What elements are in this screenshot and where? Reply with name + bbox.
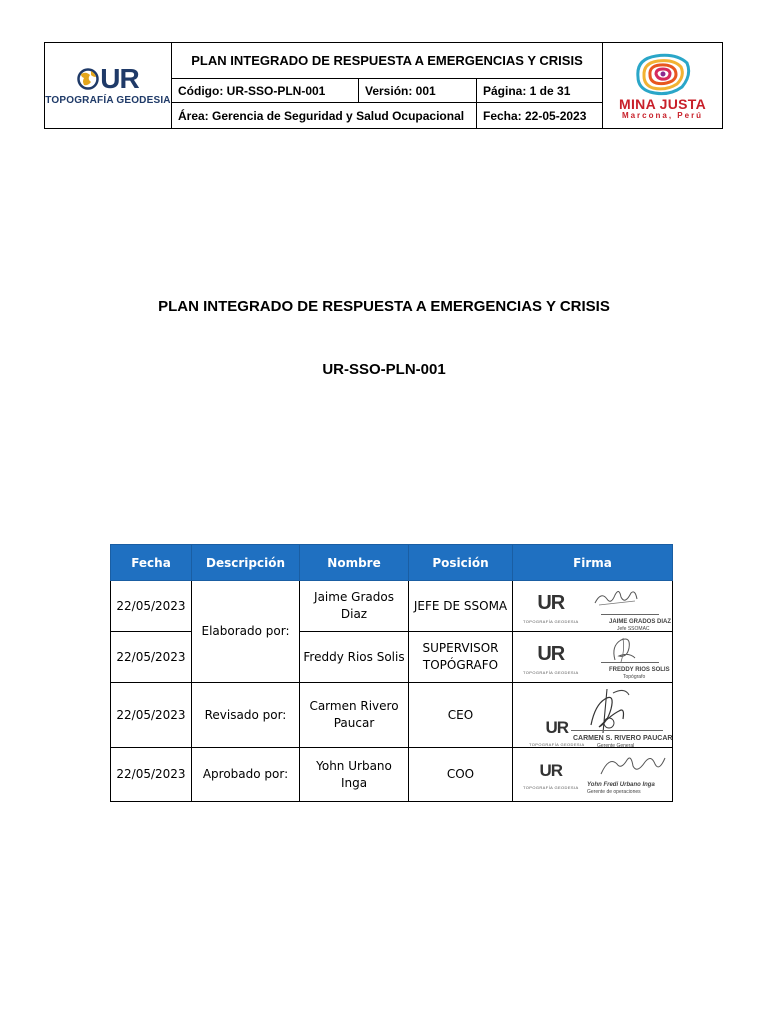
mini-ur-logo xyxy=(523,762,579,796)
ur-logo-subtitle: TOPOGRAFÍA GEODESIA xyxy=(45,95,171,106)
name-cell: Carmen Rivero Paucar xyxy=(300,683,409,748)
mina-justa-logo xyxy=(603,51,722,120)
globe-icon xyxy=(77,67,99,91)
header-date: Fecha: 22-05-2023 xyxy=(477,103,603,129)
signature-cell xyxy=(513,581,673,632)
description-cell: Elaborado por: xyxy=(192,581,300,683)
header-version: Versión: 001 xyxy=(359,79,477,103)
mini-ur-subtitle: TOPOGRAFÍA GEODESIA xyxy=(529,742,585,747)
signature-role: Gerente de operaciones xyxy=(587,789,641,795)
header-code: Código: UR-SSO-PLN-001 xyxy=(172,79,359,103)
signature-scribble-icon xyxy=(609,636,639,664)
mini-ur-mark: UR xyxy=(545,718,569,737)
signature-cell xyxy=(513,683,673,748)
column-header-nombre: Nombre xyxy=(300,545,409,581)
mini-ur-mark: UR xyxy=(537,643,565,665)
column-header-posicion: Posición xyxy=(409,545,513,581)
date-cell: 22/05/2023 xyxy=(111,683,192,748)
mini-ur-logo xyxy=(523,644,579,681)
date-cell: 22/05/2023 xyxy=(111,632,192,683)
position-cell: SUPERVISOR TOPÓGRAFO xyxy=(409,632,513,683)
signature-role: Topógrafo xyxy=(623,674,646,680)
mini-ur-subtitle: TOPOGRAFÍA GEODESIA xyxy=(523,785,579,790)
mina-justa-emblem-icon xyxy=(632,51,694,97)
name-cell: Jaime Grados Diaz xyxy=(300,581,409,632)
column-header-descripcion: Descripción xyxy=(192,545,300,581)
ur-logo-cell xyxy=(45,43,172,129)
signature-cell xyxy=(513,632,673,683)
signature-scribble-icon xyxy=(591,585,641,611)
table-row xyxy=(111,748,673,802)
mini-ur-subtitle: TOPOGRAFÍA GEODESIA xyxy=(523,670,579,675)
document-header xyxy=(44,42,723,129)
ur-logo-mark: UR xyxy=(100,63,139,94)
document-title: PLAN INTEGRADO DE RESPUESTA A EMERGENCIAS Y CRISIS xyxy=(158,298,610,315)
date-cell: 22/05/2023 xyxy=(111,581,192,632)
signature-role: Gerente General xyxy=(597,743,635,749)
position-cell: JEFE DE SSOMA xyxy=(409,581,513,632)
mini-ur-mark: UR xyxy=(537,592,565,614)
signature-role: Jefe SSOMAC xyxy=(617,626,650,632)
ur-logo xyxy=(45,65,171,106)
signature-name: FREDDY RIOS SOLIS xyxy=(609,667,670,673)
description-cell: Aprobado por: xyxy=(192,748,300,802)
column-header-fecha: Fecha xyxy=(111,545,192,581)
mina-justa-location: Marcona, Perú xyxy=(621,111,704,120)
signature-name: JAIME GRADOS DIAZ xyxy=(609,619,672,625)
description-cell: Revisado por: xyxy=(192,683,300,748)
signature-name: Yohn Fredi Urbano Inga xyxy=(587,782,655,788)
date-cell: 22/05/2023 xyxy=(111,748,192,802)
header-page: Página: 1 de 31 xyxy=(477,79,603,103)
table-row xyxy=(111,581,673,632)
header-area: Área: Gerencia de Seguridad y Salud Ocupacional xyxy=(172,103,477,129)
table-row xyxy=(111,683,673,748)
mini-ur-mark: UR xyxy=(539,761,563,780)
column-header-firma: Firma xyxy=(513,545,673,581)
approval-table xyxy=(110,544,673,802)
signature-name: CARMEN S. RIVERO PAUCAR xyxy=(573,735,673,742)
signature-scribble-icon xyxy=(585,685,633,735)
header-title: PLAN INTEGRADO DE RESPUESTA A EMERGENCIAS Y CRISIS xyxy=(172,43,603,79)
signature-scribble-icon xyxy=(597,752,667,780)
signature-cell xyxy=(513,748,673,802)
position-cell: CEO xyxy=(409,683,513,748)
mini-ur-logo xyxy=(523,593,579,630)
mini-ur-subtitle: TOPOGRAFÍA GEODESIA xyxy=(523,619,579,624)
document-code: UR-SSO-PLN-001 xyxy=(322,361,446,378)
position-cell: COO xyxy=(409,748,513,802)
name-cell: Freddy Rios Solis xyxy=(300,632,409,683)
mina-justa-name: MINA JUSTA xyxy=(619,96,707,112)
name-cell: Yohn Urbano Inga xyxy=(300,748,409,802)
mina-justa-logo-cell xyxy=(603,43,723,129)
